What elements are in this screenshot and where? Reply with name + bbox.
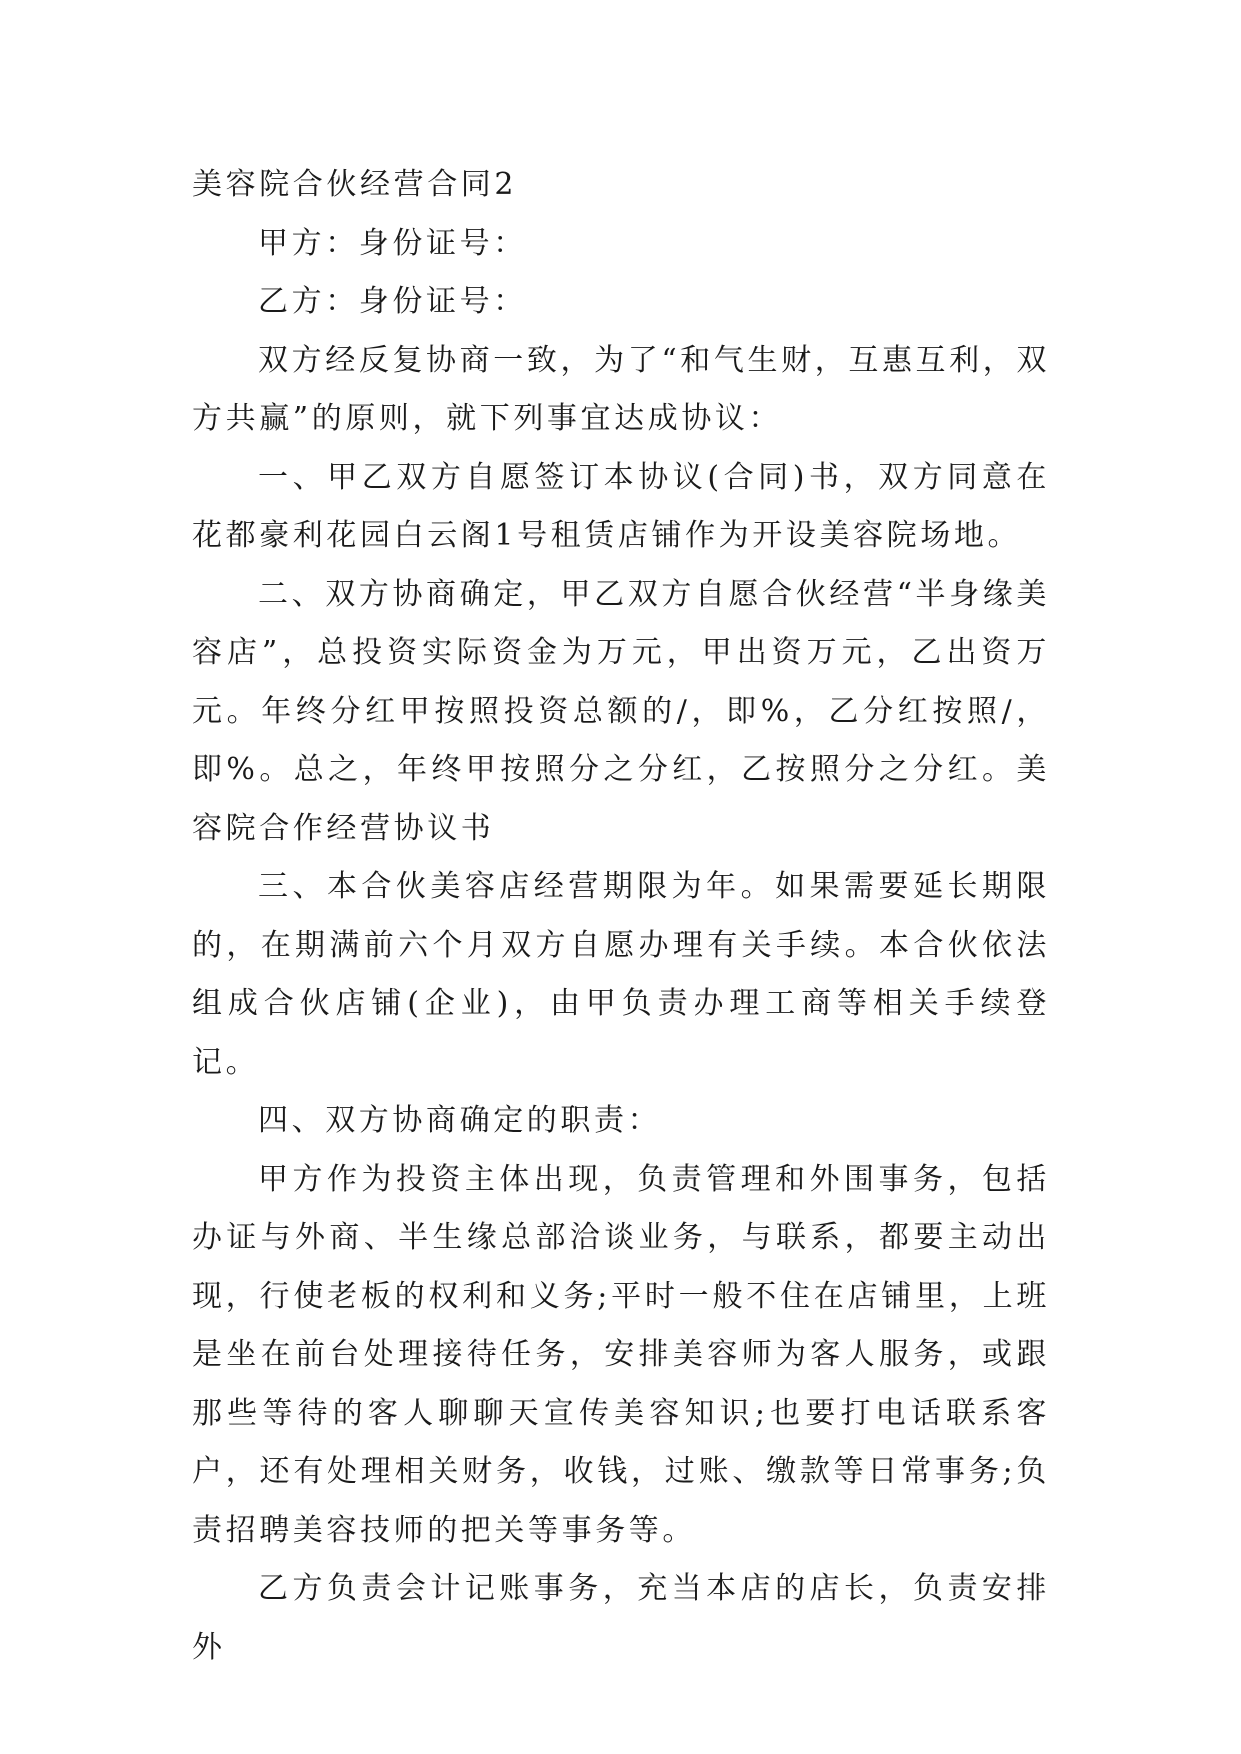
paragraph-clause-2: 二、双方协商确定，甲乙双方自愿合伙经营“半身缘美容店”，总投资实际资金为万元，甲出资万元，乙出资万元。年终分红甲按照投资总额的/，即%，乙分红按照/，即%。总之，年终甲按照分之分红，乙按照分之分红。美容院合作经营协议书 xyxy=(192,576,1050,846)
paragraph-party-a-duties: 甲方作为投资主体出现，负责管理和外围事务，包括办证与外商、半生缘总部洽谈业务，与联系，都要主动出现，行使老板的权利和义务;平时一般不住在店铺里，上班是坐在前台处理接待任务，安排美容师为客人服务，或跟那些等待的客人聊聊天宣传美容知识;也要打电话联系客户，还有处理相关财务，收钱，过账、缴款等日常事务;负责招聘美容技师的把关等事务等。 xyxy=(192,1161,1050,1548)
paragraph-party-a: 甲方：身份证号： xyxy=(258,225,527,261)
paragraph-clause-4: 四、双方协商确定的职责： xyxy=(258,1103,662,1138)
paragraph-preamble: 双方经反复协商一致，为了“和气生财，互惠互利，双方共赢”的原则，就下列事宜达成协议： xyxy=(192,342,1050,436)
document-title: 美容院合伙经营合同2 xyxy=(192,167,518,202)
document-body xyxy=(192,156,1050,1677)
paragraph-party-b: 乙方：身份证号： xyxy=(258,284,527,319)
paragraph-party-b-duties: 乙方负责会计记账事务，充当本店的店长，负责安排外 xyxy=(192,1571,1050,1665)
paragraph-clause-3: 三、本合伙美容店经营期限为年。如果需要延长期限的，在期满前六个月双方自愿办理有关手续。本合伙依法组成合伙店铺(企业)，由甲负责办理工商等相关手续登记。 xyxy=(192,869,1050,1080)
paragraph-clause-1: 一、甲乙双方自愿签订本协议(合同)书，双方同意在花都豪利花园白云阁1号租赁店铺作为开设美容院场地。 xyxy=(192,459,1050,553)
